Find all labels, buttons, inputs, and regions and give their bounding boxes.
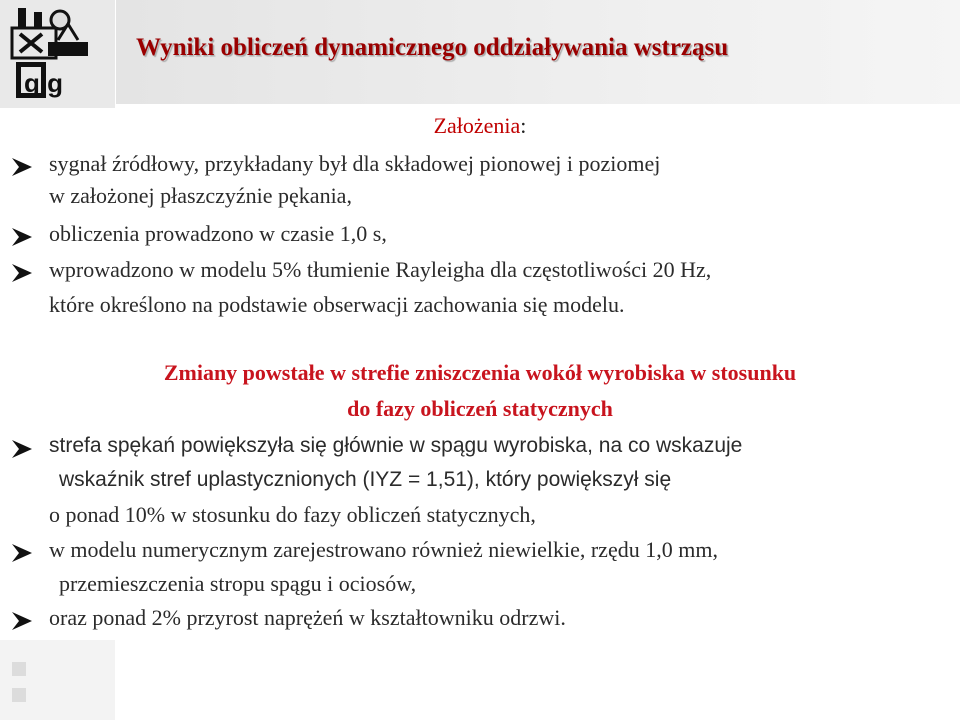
assumptions-heading-colon: : xyxy=(520,113,527,138)
change-line-3: o ponad 10% w stosunku do fazy obliczeń statycznych, xyxy=(49,502,536,527)
decorative-square xyxy=(12,662,26,676)
bullet-arrow-icon xyxy=(10,542,34,564)
decorative-corner xyxy=(0,640,115,720)
gig-emblem-icon xyxy=(8,6,108,102)
bullet-arrow-icon xyxy=(10,226,34,248)
change-line-5: przemieszczenia stropu spągu i ociosów, xyxy=(59,571,417,596)
changes-heading-line-1: Zmiany powstałe w strefie zniszczenia wokół wyrobiska w stosunku xyxy=(163,360,797,385)
bullet-arrow-icon xyxy=(10,262,34,284)
bullet-arrow-icon xyxy=(10,156,34,178)
assumption-line-5: które określono na podstawie obserwacji zachowania się modelu. xyxy=(49,292,625,317)
gig-logo xyxy=(0,0,115,108)
change-line-6: oraz ponad 2% przyrost naprężeń w kształtowniku odrzwi. xyxy=(49,605,566,630)
assumptions-heading-text: Założenia xyxy=(433,113,521,138)
title-band xyxy=(116,0,960,104)
change-line-1: strefa spękań powiększyła się głównie w spągu wyrobiska, na co wskazuje xyxy=(49,434,743,457)
slide-title: Wyniki obliczeń dynamicznego oddziaływania wstrząsu xyxy=(136,34,729,61)
assumption-line-3: obliczenia prowadzono w czasie 1,0 s, xyxy=(49,221,387,246)
assumptions-heading xyxy=(0,113,960,139)
bullet-arrow-icon xyxy=(10,610,34,632)
bullet-arrow-icon xyxy=(10,438,34,460)
changes-heading-line-2: do fazy obliczeń statycznych xyxy=(347,396,613,421)
assumption-line-4: wprowadzono w modelu 5% tłumienie Rayleigha dla częstotliwości 20 Hz, xyxy=(49,257,712,282)
assumption-line-2: w założonej płaszczyźnie pękania, xyxy=(49,183,352,208)
decorative-square xyxy=(12,688,26,702)
assumption-line-1: sygnał źródłowy, przykładany był dla składowej pionowej i poziomej xyxy=(49,151,661,176)
change-line-4: w modelu numerycznym zarejestrowano również niewielkie, rzędu 1,0 mm, xyxy=(49,537,718,562)
svg-text:gig: gig xyxy=(24,68,63,98)
change-line-2: wskaźnik stref uplastycznionych (IYZ = 1,51), który powiększył się xyxy=(59,468,672,491)
